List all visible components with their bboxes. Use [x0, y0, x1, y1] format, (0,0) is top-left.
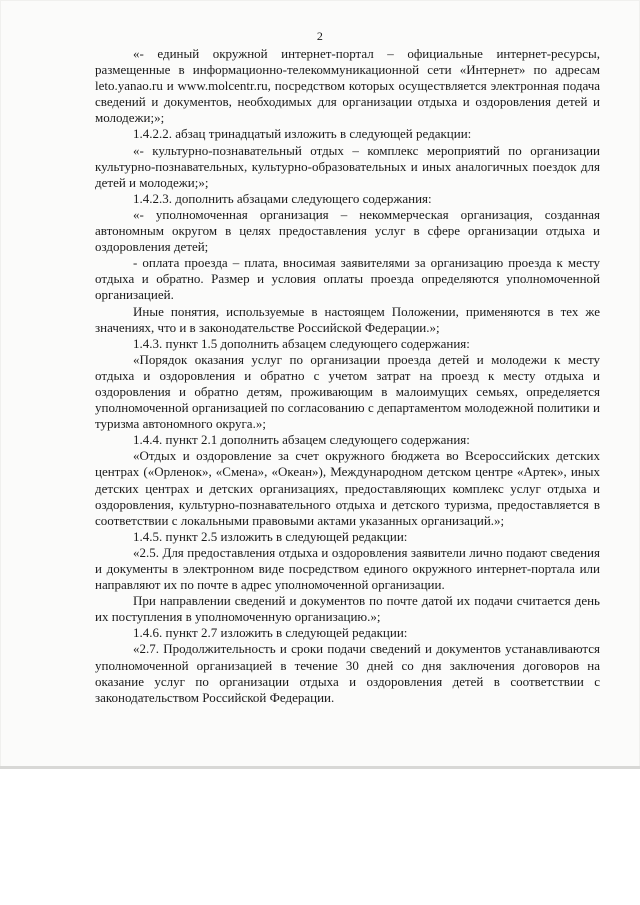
- paragraph-amendment-1-4-5: 1.4.5. пункт 2.5 изложить в следующей редакции:: [133, 528, 408, 544]
- paragraph-amendment-1-4-2-3: 1.4.2.3. дополнить абзацами следующего содержания:: [133, 190, 432, 206]
- paragraph-other-terms: Иные понятия, используемые в настоящем Положении, применяются в тех же значениях, что и в законодательстве Российской Федерации.»;: [95, 303, 600, 335]
- paragraph-childrens-centers: «Отдых и оздоровление за счет окружного бюджета во Всероссийских детских центрах («Орленок», «Смена», «Океан»), Международном детском центре «Артек», иных детских центрах и детских организациях, предоставляющих комплекс услуг отдыха и оздоровления, культурно-познавательного отдыха и детского туризма, предоставляется в соответствии с локальными правовыми актами указанных организаций.»;: [95, 448, 600, 528]
- paragraph-postal-submission: При направлении сведений и документов по почте датой их подачи считается день их поступления в уполномоченную организацию.»;: [95, 593, 600, 625]
- paragraph-cultural-leisure-definition: «- культурно-познавательный отдых – комплекс мероприятий по организации культурно-познавательных, культурно-образовательных и иных аналогичных поездок для детей и молодежи;»;: [95, 142, 600, 190]
- paragraph-amendment-1-4-3: 1.4.3. пункт 1.5 дополнить абзацем следующего содержания:: [133, 335, 470, 351]
- scan-bottom-edge: [0, 766, 640, 769]
- document-body: [95, 46, 600, 706]
- paragraph-authorized-organization-definition: «- уполномоченная организация – некоммерческая организация, созданная автономным округом в целях предоставления услуг в сфере организации отдыха и оздоровления детей;: [95, 206, 600, 255]
- paragraph-amendment-1-4-2-2: 1.4.2.2. абзац тринадцатый изложить в следующей редакции:: [133, 126, 472, 142]
- paragraph-portal-definition: «- единый окружной интернет-портал – официальные интернет-ресурсы, размещенные в информационно-телекоммуникационной сети «Интернет» по адресам leto.yanao.ru и www.molcentr.ru, посредством которых осуществляется электронная подача сведений и документов, необходимых для организации отдыха и оздоровления детей и молодежи;»;: [95, 46, 600, 126]
- paragraph-amendment-1-4-6: 1.4.6. пункт 2.7 изложить в следующей редакции:: [133, 625, 408, 641]
- paragraph-travel-services-procedure: «Порядок оказания услуг по организации проезда детей и молодежи к месту отдыха и оздоровления и обратно с учетом затрат на проезд к месту отдыха и оздоровления и обратно детям, проживающим в малоимущих семьях, определяется уполномоченной организацией по согласованию с департаментом молодежной политики и туризма автономного округа.»;: [95, 351, 600, 432]
- paragraph-amendment-1-4-4: 1.4.4. пункт 2.1 дополнить абзацем следующего содержания:: [133, 432, 470, 448]
- page-number: 2: [316, 29, 324, 43]
- paragraph-travel-payment-definition: - оплата проезда – плата, вносимая заявителями за организацию проезда к месту отдыха и обратно. Размер и условия оплаты проезда определяются уполномоченной организацией.: [95, 255, 600, 303]
- paragraph-clause-2-5: «2.5. Для предоставления отдыха и оздоровления заявители лично подают сведения и документы в электронном виде посредством единого окружного интернет-портала или направляют их по почте в адрес уполномоченной организации.: [95, 544, 600, 593]
- paragraph-clause-2-7: «2.7. Продолжительность и сроки подачи сведений и документов устанавливаются уполномоченной организацией в течение 30 дней со дня заключения договоров на оказание услуг по организации отдыха и оздоровления детей в соответствии с законодательством Российской Федерации.: [95, 641, 600, 705]
